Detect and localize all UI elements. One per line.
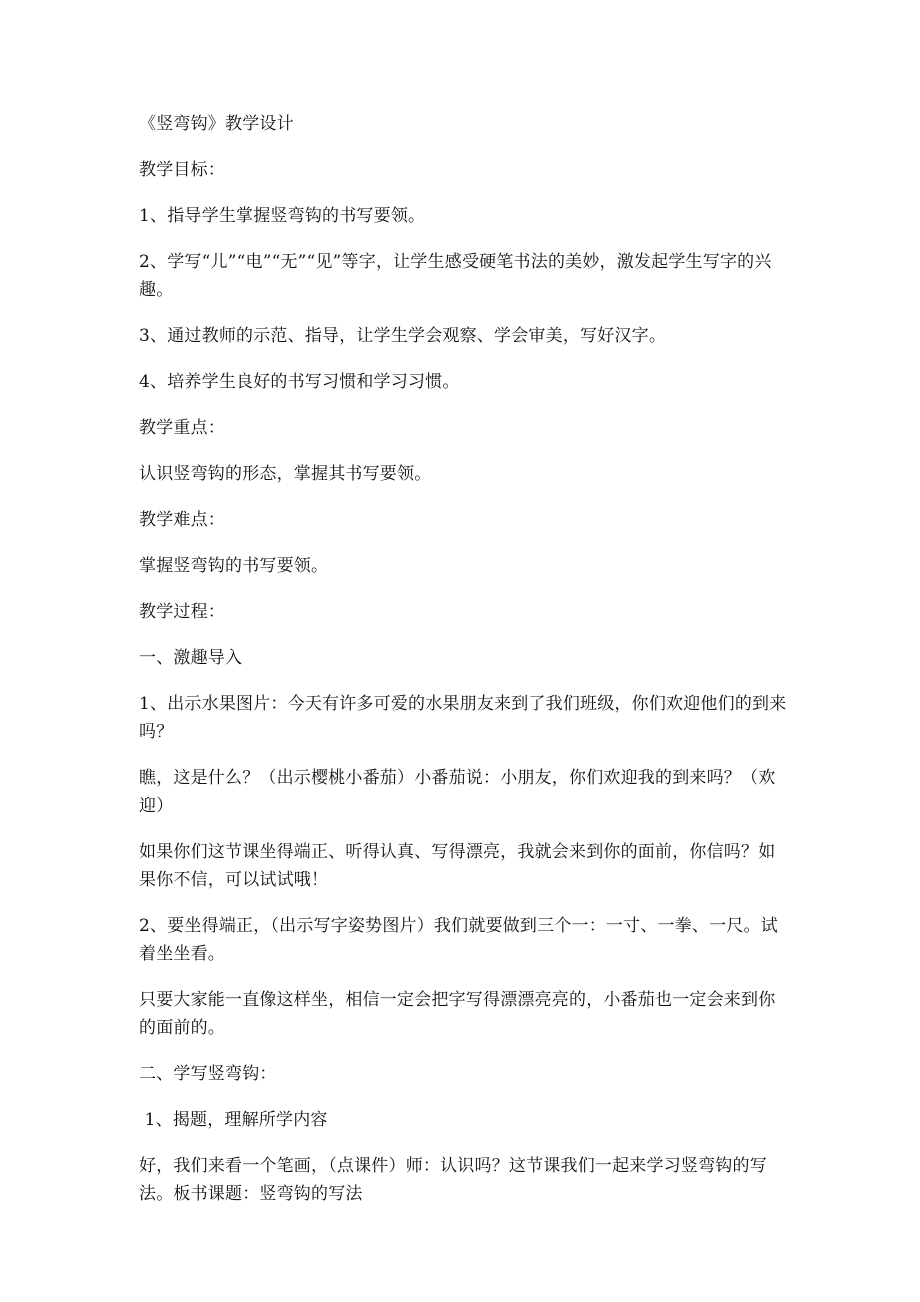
paragraph-section-2-intro: 好，我们来看一个笔画，（点课件）师：认识吗？这节课我们一起来学习竖弯钩的写法。板书课题：竖弯钩的写法 [139,1156,767,1204]
paragraph-section-2-step-1: 1、揭题，理解所学内容 [139,1110,328,1130]
paragraph-objective-1: 1、指导学生掌握竖弯钩的书写要领。 [139,206,426,226]
document-title: 《竖弯钩》教学设计 [139,114,294,134]
paragraph-section-2-heading: 二、学写竖弯钩： [139,1064,277,1084]
paragraph-objective-3: 3、通过教师的示范、指导，让学生学会观察、学会审美，写好汉字。 [139,326,667,346]
paragraph-objective-4: 4、培养学生良好的书写习惯和学习习惯。 [139,372,460,392]
paragraph-section-1-encourage: 只要大家能一直像这样坐，相信一定会把字写得漂漂亮亮的，小番茄也一定会来到你的面前的。 [139,990,776,1038]
paragraph-difficulties-heading: 教学难点： [139,510,225,530]
paragraph-section-1-tomato: 瞧，这是什么？（出示樱桃小番茄）小番茄说：小朋友，你们欢迎我的到来吗？（欢迎） [139,768,776,816]
paragraph-objective-2: 2、学写“儿”“电”“无”“见”等字，让学生感受硬笔书法的美妙，激发起学生写字的兴趣。 [139,252,772,300]
paragraph-section-1-heading: 一、激趣导入 [139,648,243,668]
paragraph-section-1-promise: 如果你们这节课坐得端正、听得认真、写得漂亮，我就会来到你的面前，你信吗？如果你不信，可以试试哦！ [139,842,776,890]
paragraph-key-points: 认识竖弯钩的形态，掌握其书写要领。 [139,464,432,484]
paragraph-key-points-heading: 教学重点： [139,418,225,438]
paragraph-teaching-objectives-heading: 教学目标： [139,160,225,180]
paragraph-difficulties: 掌握竖弯钩的书写要领。 [139,556,329,576]
paragraph-section-1-step-2: 2、要坐得端正，（出示写字姿势图片）我们就要做到三个一：一寸、一拳、一尺。试着坐坐看。 [139,916,778,964]
document-body [139,110,787,1226]
paragraph-process-heading: 教学过程： [139,602,225,622]
paragraph-section-1-step-1: 1、出示水果图片：今天有许多可爱的水果朋友来到了我们班级，你们欢迎他们的到来吗？ [139,694,787,742]
